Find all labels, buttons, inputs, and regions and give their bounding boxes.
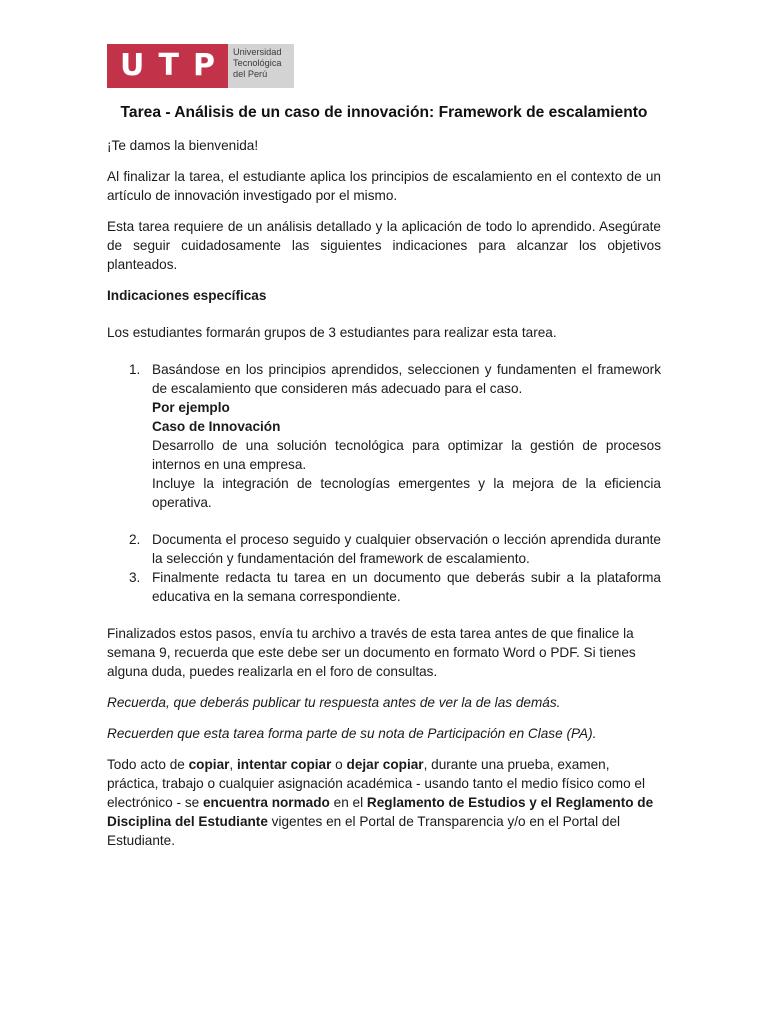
academic-integrity-policy [107,755,661,850]
step-number: 1. [129,362,141,377]
reminder-grade: Recuerden que esta tarea forma parte de su nota de Participación en Clase (PA). [107,726,597,741]
list-item [107,530,661,568]
list-item [107,360,661,512]
policy-bold-reglamento: Reglamento de Estudios y el Reglamento de Disciplina del Estudiante [107,795,654,829]
groups-paragraph: Los estudiantes formarán grupos de 3 estudiantes para realizar esta tarea. [107,325,557,340]
reminder-publish: Recuerda, que deberás publicar tu respuesta antes de ver la de las demás. [107,695,561,710]
step-number: 2. [129,532,141,547]
policy-bold-normado: encuentra normado [202,795,330,810]
policy-bold-intentar-copiar: intentar copiar [236,757,332,772]
final-steps-paragraph: Finalizados estos pasos, envía tu archivo a través de esta tarea antes de que finalice la semana 9, recuerda que este debe ser un documento en formato Word o PDF. Si tienes alguna duda, puedes realizarla en el foro de consultas. [107,626,636,679]
policy-bold-copiar: copiar [188,757,230,772]
case-label: Caso de Innovación [152,419,281,434]
document-body [107,103,661,862]
utp-logo [107,44,294,88]
step-text: Basándose en los principios aprendidos, seleccionen y fundamenten el framework de escalamiento que consideren más adecuado para el caso. [152,362,661,396]
requirement-paragraph: Esta tarea requiere de un análisis detallado y la aplicación de todo lo aprendido. Asegúrate de seguir cuidadosamente las siguientes indicaciones para alcanzar los objetivos planteados. [107,219,661,272]
logo-letter-p: P [192,48,215,83]
step-text: Finalmente redacta tu tarea en un documento que deberás subir a la plataforma educativa en la semana correspondiente. [152,570,661,604]
policy-text: o [331,757,347,772]
case-description: Desarrollo de una solución tecnológica para optimizar la gestión de procesos internos en una empresa. [152,438,661,472]
case-detail: Incluye la integración de tecnologías emergentes y la mejora de la eficiencia operativa. [152,476,661,510]
intro-paragraph: Al finalizar la tarea, el estudiante aplica los principios de escalamiento en el contexto de un artículo de innovación investigado por el mismo. [107,169,661,203]
steps-list [107,360,661,606]
step-number: 3. [129,570,141,585]
step-text: Documenta el proceso seguido y cualquier observación o lección aprendida durante la selección y fundamentación del framework de escalamiento. [152,532,661,566]
policy-text: , durante una prueba, examen, práctica, trabajo o cualquier asignación académica - usando tanto el medio físico como el electrónico - se [107,757,646,810]
list-item [107,568,661,606]
logo-line-2: Tecnológica [233,58,282,68]
logo-letters-block [107,44,228,88]
logo-line-3: del Perú [233,69,268,79]
policy-text: Todo acto de [107,757,189,772]
example-label: Por ejemplo [152,400,230,415]
policy-bold-dejar-copiar: dejar copiar [346,757,424,772]
logo-letter-u: U [120,48,145,83]
logo-name-block [228,44,294,88]
list-spacer [107,512,661,530]
document-title: Tarea - Análisis de un caso de innovación: Framework de escalamiento [120,104,648,121]
welcome-text: ¡Te damos la bienvenida! [107,138,259,153]
logo-letter-t: T [158,48,179,83]
section-heading: Indicaciones específicas [107,288,267,303]
policy-text: en el [329,795,367,810]
policy-text: , [229,757,237,772]
policy-text: vigentes en el Portal de Transparencia y/o en el Portal del Estudiante. [107,814,621,848]
logo-line-1: Universidad [233,47,282,57]
